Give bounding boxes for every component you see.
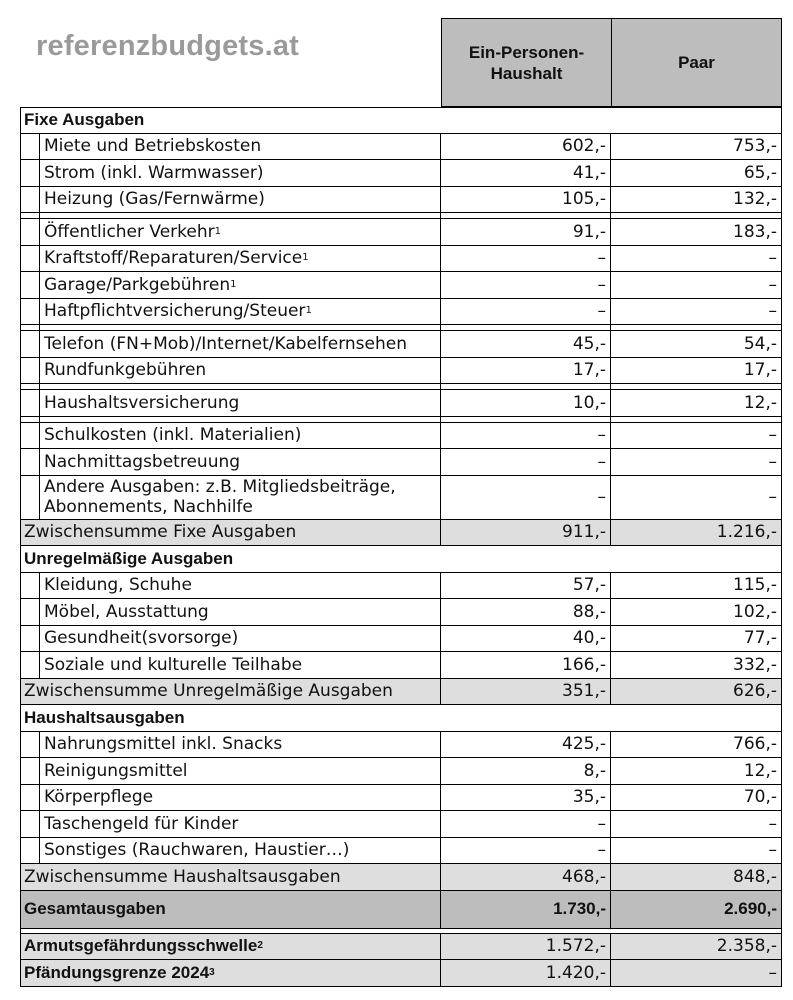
row-indent [21,358,40,384]
subtotal-row [20,520,782,547]
value-couple: – [610,246,781,272]
value-couple: 54,- [610,331,781,357]
value-single: 57,- [440,573,610,599]
threshold-row-label: Pfändungsgrenze 2024 3 [21,960,440,986]
value-couple: – [610,299,781,325]
value-couple: – [610,449,781,475]
row-indent [21,272,40,298]
value-couple: 2.690,- [610,891,781,928]
table-row [20,272,782,299]
value-single: – [440,299,610,325]
row-indent [21,652,40,678]
column-header-single-line1: Ein-Personen- [468,42,585,62]
row-label-text: Kraftstoff/Reparaturen/Service [44,248,303,269]
row-indent [21,423,40,449]
row-label [40,626,440,652]
value-single: – [440,449,610,475]
row-label-text: Sonstiges (Rauchwaren, Haustier…) [44,840,350,861]
table-row [20,652,782,679]
threshold-row-label-text: Pfändungsgrenze 2024 [24,962,210,982]
value-single: 10,- [440,390,610,416]
separator-cell [610,417,781,422]
value-single: 8,- [440,758,610,784]
table-row [20,476,782,520]
separator-cell [440,325,610,330]
row-label-text: Miete und Betriebskosten [44,136,262,157]
total-row-label [21,891,440,928]
value-single: 17,- [440,358,610,384]
logo-text: referenzbudgets.at [36,30,300,62]
table-row [20,246,782,273]
row-label [40,599,440,625]
row-label [40,390,440,416]
row-label-text: Reinigungsmittel [44,760,188,781]
subtotal-row [20,679,782,706]
row-indent [21,476,40,519]
subtotal-row-label-text: Zwischensumme Fixe Ausgaben [24,522,297,543]
row-label-text: Heizung (Gas/Fernwärme) [44,189,265,210]
row-label: Öffentlicher Verkehr 1 [40,219,440,245]
row-label [40,134,440,160]
separator-cell [610,384,781,389]
row-indent [21,599,40,625]
row-label-text: Strom (inkl. Warmwasser) [44,162,264,183]
row-label-text: Öffentlicher Verkehr [44,221,215,242]
row-label-text: Nachmittagsbetreuung [44,451,241,472]
row-label [40,758,440,784]
section-header [20,107,782,134]
table-row [20,134,782,161]
subtotal-row [20,864,782,891]
row-indent [21,325,40,330]
section-title: Unregelmäßige Ausgaben [24,548,234,568]
row-label [40,785,440,811]
row-label-text: Gesundheit(svorsorge) [44,628,239,649]
row-label [40,187,440,213]
row-label-text: Körperpflege [44,787,154,808]
section-header [20,546,782,573]
threshold-row-label: Armutsgefährdungsschwelle 2 [21,934,440,960]
value-couple: 753,- [610,134,781,160]
subtotal-row-label-text: Zwischensumme Unregelmäßige Ausgaben [24,681,393,702]
row-indent [21,134,40,160]
table-row [20,423,782,450]
table-row [20,626,782,653]
table-row [20,838,782,865]
row-indent [21,449,40,475]
value-couple: 70,- [610,785,781,811]
value-single: 1.420,- [440,960,610,986]
value-couple: – [610,811,781,837]
table-row [20,187,782,214]
row-indent [21,213,40,218]
row-indent [21,299,40,325]
total-row [20,891,782,929]
value-single: 1.730,- [440,891,610,928]
row-label [40,476,440,519]
table-row [20,358,782,385]
value-single: 91,- [440,219,610,245]
value-single: – [440,272,610,298]
table-row [20,299,782,326]
table-row [20,573,782,600]
threshold-row [20,934,782,961]
row-indent [21,417,40,422]
row-label-text: Möbel, Ausstattung [44,601,209,622]
row-indent [21,811,40,837]
row-label-text: Haushaltsversicherung [44,392,240,413]
row-label: Garage/Parkgebühren 1 [40,272,440,298]
table-row [20,449,782,476]
row-label [40,732,440,758]
row-indent [21,384,40,389]
value-couple: 102,- [610,599,781,625]
row-label [40,811,440,837]
row-indent [21,732,40,758]
value-single: 351,- [440,679,610,705]
separator-cell [40,213,440,218]
row-label-text: Nahrungsmittel inkl. Snacks [44,734,283,755]
total-row-label-text: Gesamtausgaben [24,899,166,918]
value-single: – [440,423,610,449]
value-couple: 848,- [610,864,781,890]
value-couple: 2.358,- [610,934,781,960]
value-couple: – [610,272,781,298]
column-header-single-line2: Haushalt [490,63,563,83]
subtotal-row-label [21,864,440,890]
separator-cell [40,325,440,330]
section-title: Haushaltsausgaben [24,707,185,727]
row-label-text: Taschengeld für Kinder [44,813,239,834]
column-header-single [441,18,612,107]
value-single: 41,- [440,160,610,186]
value-single: 468,- [440,864,610,890]
row-label-text: Garage/Parkgebühren [44,274,231,295]
row-label-text: Telefon (FN+Mob)/Internet/Kabelfernsehen [44,333,407,354]
row-label-text: Haftpflichtversicherung/Steuer [44,301,306,322]
row-label-text: Rundfunkgebühren [44,360,207,381]
table-row [20,160,782,187]
row-label-text: Kleidung, Schuhe [44,575,192,596]
row-label [40,331,440,357]
subtotal-row-label [21,520,440,546]
row-label [40,449,440,475]
table-row [20,219,782,246]
table-row [20,732,782,759]
row-indent [21,626,40,652]
value-couple: – [610,960,781,986]
value-couple: 766,- [610,732,781,758]
row-label: Kraftstoff/Reparaturen/Service 1 [40,246,440,272]
value-single: 166,- [440,652,610,678]
row-label [40,160,440,186]
separator-cell [40,384,440,389]
row-label [40,573,440,599]
value-single: 911,- [440,520,610,546]
value-single: 105,- [440,187,610,213]
row-indent [21,758,40,784]
row-label [40,358,440,384]
separator-cell [440,384,610,389]
section-header [20,705,782,732]
value-single: 40,- [440,626,610,652]
value-single: – [440,476,610,519]
row-label [40,652,440,678]
threshold-row-label-text: Armutsgefährdungsschwelle [24,936,258,956]
value-couple: 626,- [610,679,781,705]
value-couple: 183,- [610,219,781,245]
value-single: – [440,838,610,864]
table-row [20,331,782,358]
separator-cell [40,417,440,422]
value-couple: 115,- [610,573,781,599]
separator-cell [610,325,781,330]
row-label [40,838,440,864]
table-row [20,785,782,812]
value-single: – [440,811,610,837]
row-label-text: Soziale und kulturelle Teilhabe [44,654,303,675]
value-couple: 132,- [610,187,781,213]
table-row [20,599,782,626]
row-indent [21,246,40,272]
table-row [20,811,782,838]
row-indent [21,573,40,599]
row-label: Haftpflichtversicherung/Steuer 1 [40,299,440,325]
value-couple: 65,- [610,160,781,186]
value-couple: 17,- [610,358,781,384]
value-couple: 12,- [610,758,781,784]
value-couple: – [610,838,781,864]
row-label [40,423,440,449]
row-label-text: Andere Ausgaben: z.B. Mitgliedsbeiträge, Abonnements, Nachhilfe [44,477,396,517]
subtotal-row-label [21,679,440,705]
row-indent [21,785,40,811]
column-header-couple: Paar [611,18,782,107]
value-single: – [440,246,610,272]
row-indent [21,331,40,357]
row-indent [21,160,40,186]
row-indent [21,187,40,213]
subtotal-row-label-text: Zwischensumme Haushaltsausgaben [24,866,341,887]
value-single: 35,- [440,785,610,811]
separator-cell [610,213,781,218]
separator-cell [440,417,610,422]
value-single: 88,- [440,599,610,625]
value-couple: – [610,476,781,519]
value-single: 425,- [440,732,610,758]
table-row [20,390,782,417]
separator-cell [440,213,610,218]
row-label-text: Schulkosten (inkl. Materialien) [44,425,302,446]
threshold-row [20,960,782,987]
section-title: Fixe Ausgaben [24,110,145,130]
budget-table [20,107,782,987]
value-couple: – [610,423,781,449]
row-indent [21,390,40,416]
value-couple: 12,- [610,390,781,416]
value-single: 1.572,- [440,934,610,960]
value-couple: 77,- [610,626,781,652]
value-single: 45,- [440,331,610,357]
row-indent [21,219,40,245]
value-couple: 1.216,- [610,520,781,546]
value-single: 602,- [440,134,610,160]
value-couple: 332,- [610,652,781,678]
row-indent [21,838,40,864]
table-row [20,758,782,785]
